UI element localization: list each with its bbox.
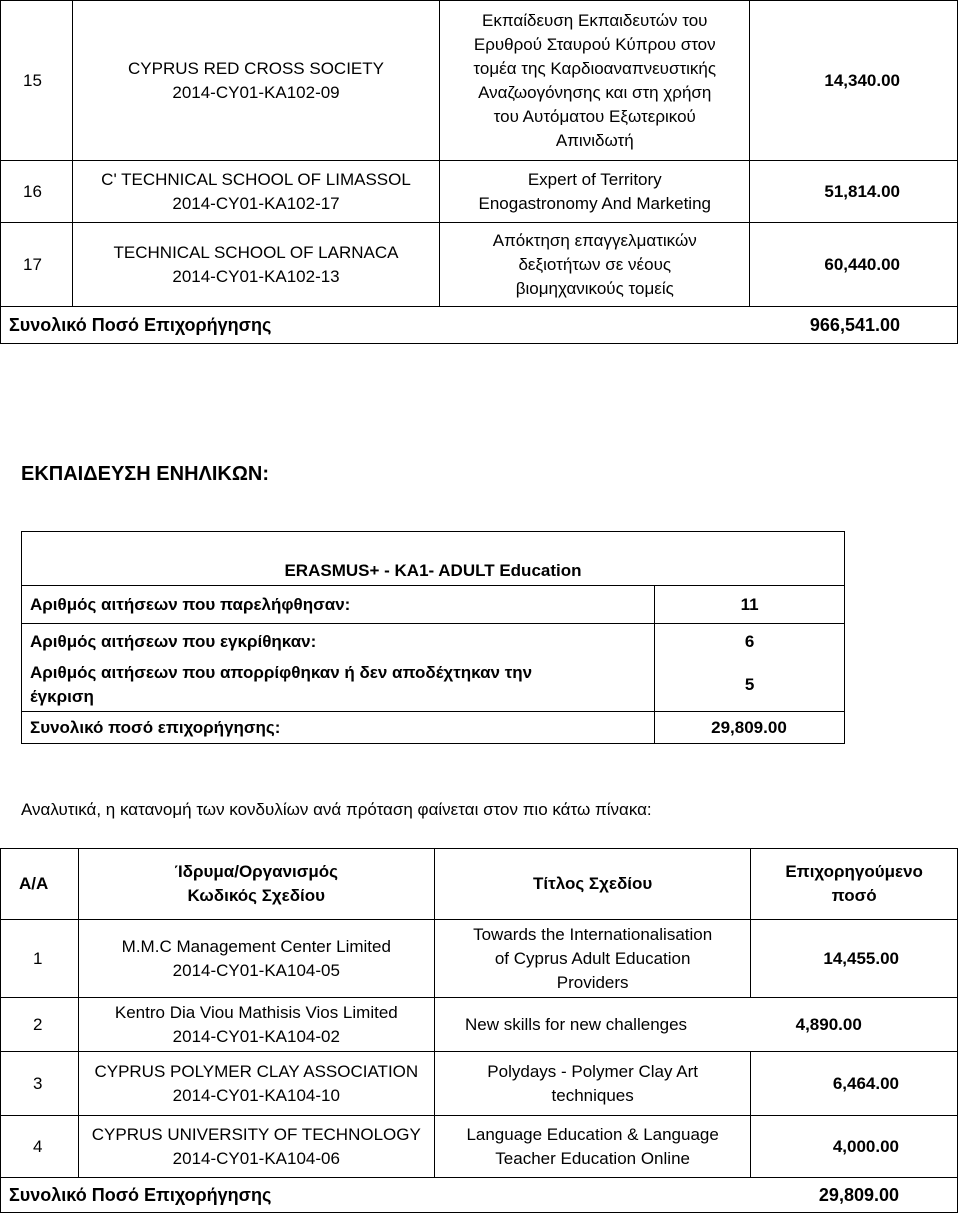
project-title-cell: Εκπαίδευση Εκπαιδευτών του Ερυθρού Σταυρού Κύπρου στον τομέα της Καρδιοαναπνευστικής Αναζωογόνησης και στη χρήση του Αυτόματου Εξωτερικού Απινιδωτή bbox=[440, 1, 750, 161]
grants-table-top bbox=[0, 0, 958, 344]
row-number: 3 bbox=[1, 1052, 79, 1116]
table-header-row bbox=[1, 849, 958, 920]
table-row bbox=[1, 161, 958, 223]
table-row bbox=[1, 1, 958, 161]
received-row bbox=[22, 586, 845, 624]
row-number: 1 bbox=[1, 920, 79, 998]
approved-row bbox=[22, 624, 845, 660]
section-heading: ΕΚΠΑΙΔΕΥΣΗ ΕΝΗΛΙΚΩΝ: bbox=[21, 463, 269, 485]
project-title-cell: Language Education & Language Teacher Education Online bbox=[435, 1116, 751, 1178]
row-number: 16 bbox=[1, 161, 73, 223]
project-title-cell: New skills for new challenges bbox=[465, 1014, 688, 1034]
intro-paragraph: Αναλυτικά, η κατανομή των κονδυλίων ανά πρόταση φαίνεται στον πιο κάτω πίνακα: bbox=[21, 800, 652, 819]
project-title-cell: Polydays - Polymer Clay Art techniques bbox=[435, 1052, 751, 1116]
table-row bbox=[1, 1116, 958, 1178]
header-title: Τίτλος Σχεδίου bbox=[435, 849, 751, 920]
total-row bbox=[1, 307, 958, 344]
rejected-row bbox=[22, 660, 845, 712]
received-label: Αριθμός αιτήσεων που παρελήφθησαν: bbox=[22, 586, 655, 624]
amount-cell: 14,340.00 bbox=[750, 1, 958, 161]
total-value: 29,809.00 bbox=[751, 1178, 958, 1213]
table-row bbox=[1, 1052, 958, 1116]
rejected-label: Αριθμός αιτήσεων που απορρίφθηκαν ή δεν αποδέχτηκαν την έγκριση bbox=[22, 660, 655, 712]
approved-value: 6 bbox=[655, 624, 845, 660]
erasmus-total-label: Συνολικό ποσό επιχορήγησης: bbox=[22, 712, 655, 744]
organisation-cell: CYPRUS UNIVERSITY OF TECHNOLOGY 2014-CY01-KA104-06 bbox=[78, 1116, 434, 1178]
organisation-cell: TECHNICAL SCHOOL OF LARNACA 2014-CY01-KA102-13 bbox=[72, 223, 439, 307]
organisation-cell: C' TECHNICAL SCHOOL OF LIMASSOL 2014-CY01-KA102-17 bbox=[72, 161, 439, 223]
amount-cell: 6,464.00 bbox=[751, 1052, 958, 1116]
amount-cell: 51,814.00 bbox=[750, 161, 958, 223]
table-row bbox=[1, 223, 958, 307]
approved-label: Αριθμός αιτήσεων που εγκρίθηκαν: bbox=[22, 624, 655, 660]
row-number: 4 bbox=[1, 1116, 79, 1178]
total-label: Συνολικό Ποσό Επιχορήγησης bbox=[1, 307, 750, 344]
organisation-cell: CYPRUS RED CROSS SOCIETY 2014-CY01-KA102-09 bbox=[72, 1, 439, 161]
erasmus-total-value: 29,809.00 bbox=[655, 712, 845, 744]
organisation-cell: Kentro Dia Viou Mathisis Vios Limited 2014-CY01-KA104-02 bbox=[78, 998, 434, 1052]
row-number: 15 bbox=[1, 1, 73, 161]
erasmus-title-row bbox=[22, 532, 845, 586]
header-amount: Επιχορηγούμενο ποσό bbox=[751, 849, 958, 920]
project-title-cell: Απόκτηση επαγγελματικών δεξιοτήτων σε νέους βιομηχανικούς τομείς bbox=[440, 223, 750, 307]
amount-cell: 4,890.00 bbox=[795, 1014, 862, 1034]
erasmus-title: ERASMUS+ - KA1- ADULT Education bbox=[22, 532, 845, 586]
total-label: Συνολικό Ποσό Επιχορήγησης bbox=[1, 1178, 751, 1213]
organisation-cell: CYPRUS POLYMER CLAY ASSOCIATION 2014-CY01-KA104-10 bbox=[78, 1052, 434, 1116]
project-title-cell: Towards the Internationalisation of Cyprus Adult Education Providers bbox=[435, 920, 751, 998]
total-value: 966,541.00 bbox=[750, 307, 958, 344]
amount-cell: 60,440.00 bbox=[750, 223, 958, 307]
table-row bbox=[1, 920, 958, 998]
rejected-value: 5 bbox=[655, 660, 845, 712]
organisation-cell: M.M.C Management Center Limited 2014-CY01-KA104-05 bbox=[78, 920, 434, 998]
erasmus-total-row bbox=[22, 712, 845, 744]
erasmus-summary-box bbox=[21, 531, 845, 744]
received-value: 11 bbox=[655, 586, 845, 624]
amount-cell: 14,455.00 bbox=[751, 920, 958, 998]
table-row bbox=[1, 998, 958, 1052]
project-title-cell: Expert of Territory Enogastronomy And Marketing bbox=[440, 161, 750, 223]
title-amount-cell bbox=[435, 998, 958, 1052]
header-organisation: Ίδρυμα/Οργανισμός Κωδικός Σχεδίου bbox=[78, 849, 434, 920]
header-aa: Α/Α bbox=[1, 849, 79, 920]
grants-table-adult bbox=[0, 848, 958, 1213]
amount-cell: 4,000.00 bbox=[751, 1116, 958, 1178]
row-number: 2 bbox=[1, 998, 79, 1052]
total-row bbox=[1, 1178, 958, 1213]
row-number: 17 bbox=[1, 223, 73, 307]
